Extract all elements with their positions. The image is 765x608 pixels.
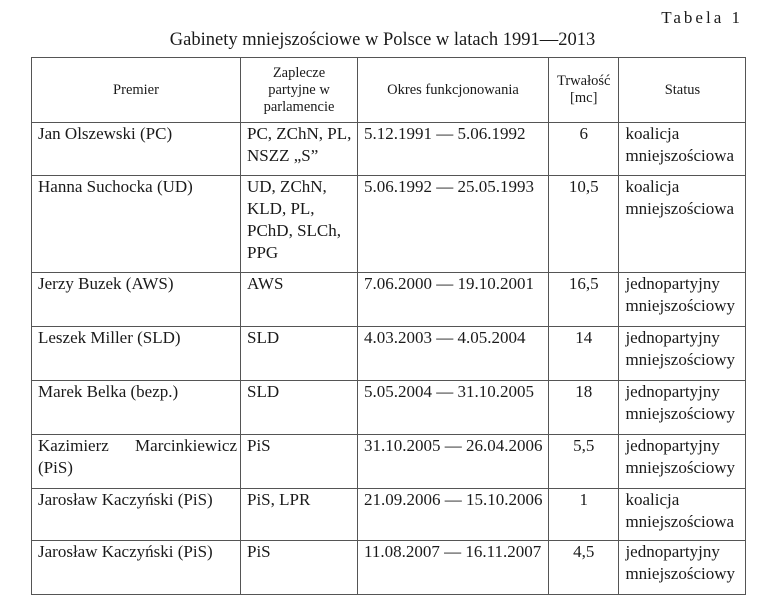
table-row [32,489,746,541]
period-cell: 11.08.2007 — 16.11.2007 [358,541,549,595]
table-row [32,176,746,273]
duration-cell: 10,5 [549,176,619,273]
status-cell: jednopartyjny mniejszościowy [619,541,746,595]
period-cell: 7.06.2000 — 19.10.2001 [358,273,549,327]
table-row [32,327,746,381]
premier-cell: Jerzy Buzek (AWS) [32,273,241,327]
parties-cell: UD, ZChN, KLD, PL, PChD, SLCh, PPG [241,176,358,273]
period-cell: 21.09.2006 — 15.10.2006 [358,489,549,541]
status-cell: jednopartyjny mniejszościowy [619,327,746,381]
table-label: Tabela 1 [661,8,743,27]
duration-cell: 6 [549,123,619,176]
duration-cell: 4,5 [549,541,619,595]
period-cell: 5.12.1991 — 5.06.1992 [358,123,549,176]
premier-cell: Leszek Miller (SLD) [32,327,241,381]
parties-cell: PC, ZChN, PL, NSZZ „S” [241,123,358,176]
status-cell: koalicja mniejszościowa [619,123,746,176]
duration-cell: 14 [549,327,619,381]
status-cell: koalicja mniejszościowa [619,489,746,541]
premier-cell: Jarosław Kaczyński (PiS) [32,541,241,595]
status-cell: jednopartyjny mniejszościowy [619,381,746,435]
table-row [32,381,746,435]
premier-cell: Jarosław Kaczyński (PiS) [32,489,241,541]
parties-cell: PiS, LPR [241,489,358,541]
premier-cell: Hanna Suchocka (UD) [32,176,241,273]
duration-cell: 16,5 [549,273,619,327]
premier-cell: Kazimierz Marcinkiewicz (PiS) [32,435,241,489]
header-row [32,58,746,123]
status-cell: jednopartyjny mniejszościowy [619,273,746,327]
header-period: Okres funkcjonowania [358,58,549,123]
parties-cell: SLD [241,327,358,381]
table-row [32,435,746,489]
table-row [32,273,746,327]
parties-cell: PiS [241,435,358,489]
period-cell: 5.05.2004 — 31.10.2005 [358,381,549,435]
period-cell: 31.10.2005 — 26.04.2006 [358,435,549,489]
duration-cell: 5,5 [549,435,619,489]
status-cell: jednopartyjny mniejszościowy [619,435,746,489]
premier-cell: Jan Olszewski (PC) [32,123,241,176]
header-status: Status [619,58,746,123]
duration-cell: 18 [549,381,619,435]
parties-cell: PiS [241,541,358,595]
duration-cell: 1 [549,489,619,541]
header-party-base: Zaplecze partyjne w parlamencie [241,58,358,123]
header-duration: Trwałość [mc] [549,58,619,123]
table-row [32,541,746,595]
parties-cell: SLD [241,381,358,435]
status-cell: koalicja mniejszościowa [619,176,746,273]
period-cell: 4.03.2003 — 4.05.2004 [358,327,549,381]
table-row [32,123,746,176]
premier-cell: Marek Belka (bezp.) [32,381,241,435]
cabinets-table [31,57,746,595]
period-cell: 5.06.1992 — 25.05.1993 [358,176,549,273]
parties-cell: AWS [241,273,358,327]
header-premier: Premier [32,58,241,123]
table-caption: Gabinety mniejszościowe w Polsce w latach 1991—2013 [169,30,596,50]
